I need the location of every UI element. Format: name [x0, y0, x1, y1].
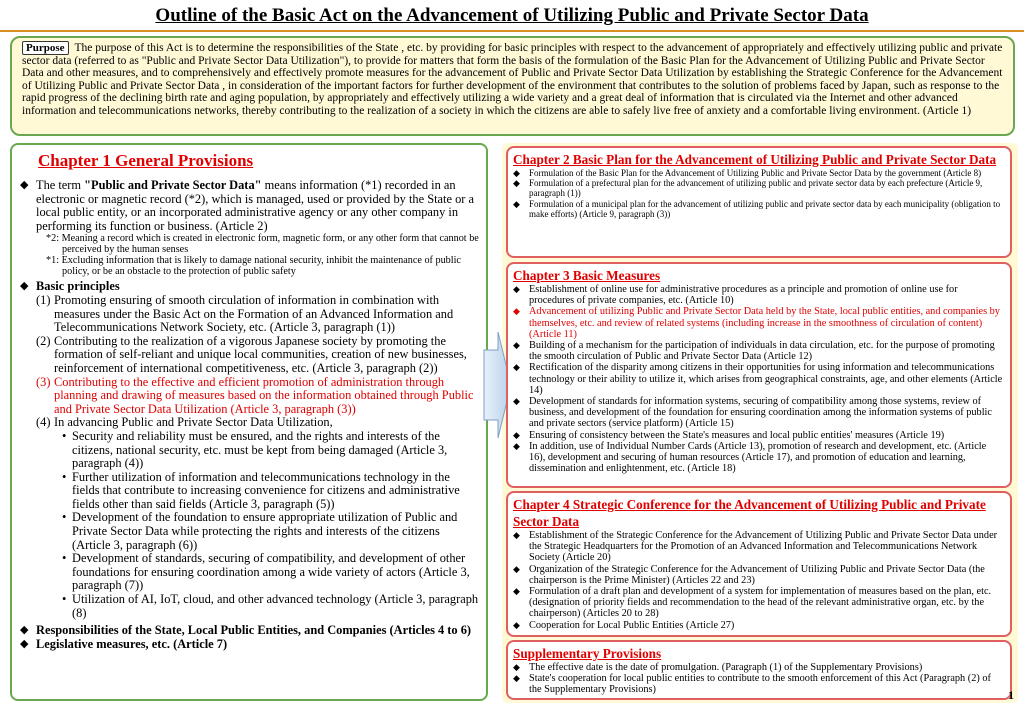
chapter-4-title: Chapter 4 Strategic Conference for the Advancement of Utilizing Public and Private Sector Data — [513, 497, 986, 529]
principle-3: (3) Contributing to the effective and efficient promotion of administration through planning and drawing of measures based on the information obtained through Public and Private Sector Data Utilization (Article 3, paragraph (3)) — [36, 374, 474, 416]
definition-item — [20, 179, 480, 233]
diamond-bullet-icon: ◆ — [20, 637, 29, 650]
definition-post: means information (*1) recorded in an electronic or magnetic record (*2), which is managed, used or provided by the State or a local public entity, or an incorporated administrative agency or any other company in performing its function or business. (Article 2) — [36, 178, 474, 233]
supplementary-box — [506, 640, 1012, 700]
list-item: ◆ Organization of the Strategic Conference for the Advancement of Utilizing Public and Private Sector Data (the chairperson is the Prime Minister) (Articles 22 and 23) — [513, 563, 985, 586]
chapter-3-box — [506, 262, 1012, 488]
chapter-1-box — [10, 143, 488, 701]
chapter-1-title: Chapter 1 General Provisions — [38, 151, 254, 170]
diamond-bullet-icon: ◆ — [513, 673, 520, 684]
list-item: ◆ Formulation of the Basic Plan for the Advancement of Utilizing Public and Private Sector Data by the government (Article 8) — [513, 168, 982, 178]
purpose-text: The purpose of this Act is to determine the responsibilities of the State , etc. by providing for basic principles with respect to the advancement of appropriately and effectively utilizing public and private sector data (referred to as "Public and Private Sector Data Utilization"), to provide for matters that form the basis of the formulation of the Basic Plan for the Advancement of Utilizing Public and Private Sector Data and other measures, and to comprehensively and effectively promote measures for the advancement of Public and Private Sector Data Utilization by establishing the Strategic Conference for the Advancement of Utilizing Public and Private Sector Data , in consideration of the important factors for further development of the environment that contributes to the solution of problems faced by Japan, such as response to the rapid progress of the declining birth rate and aging population, by appropriately and effectively utilizing a wide variety and a great deal of information that is circulated via the Internet and other advanced information and telecommunications networks, thereby contributing to the realization of a society in which the citizens are able to safely live free of anxiety and a comfortable living environment. (Article 1) — [22, 42, 1003, 117]
diamond-bullet-icon: ◆ — [20, 624, 29, 637]
chapter-2-title: Chapter 2 Basic Plan for the Advancement of Utilizing Public and Private Sector Data — [513, 152, 997, 167]
definition-pre: The term — [36, 178, 85, 192]
legislative-item: ◆ Legislative measures, etc. (Article 7) — [20, 636, 228, 651]
note-2: *2: Meaning a record which is created in electronic form, magnetic form, or any other form that cannot be perceived by the human senses — [46, 233, 479, 256]
principle-2: (2) Contributing to the realization of a vigorous Japanese society by promoting the formation of self-reliant and unique local communities, creation of new businesses, reinforcement of international competitiveness, etc. (Article 3, paragraph (2)) — [36, 333, 467, 375]
diamond-bullet-icon: ◆ — [513, 662, 520, 672]
note-1: *1: Excluding information that is likely to damage national security, inhibit the maintenance of public policy, or be an obstacle to the protection of public safety — [46, 255, 461, 278]
diamond-bullet-icon: ◆ — [20, 179, 29, 191]
diamond-bullet-icon: ◆ — [513, 396, 520, 407]
list-item: ◆ Formulation of a municipal plan for the advancement of utilizing public and private sector data by each municipality (obligation to make efforts) (Article 9, paragraph (3)) — [513, 198, 1001, 219]
list-item: ◆ Development of standards for information systems, securing of compatibility among those systems, review of business, and development of the foundation for ensuring coordination among the information systems of public and private sectors (service platform) (Article 15) — [513, 396, 992, 430]
principle-4-sub-2: • Further utilization of information and telecommunications technology in the fields that contribute to increasing convenience for citizens and administrative fields other than said fields (Article 3, paragraph (5)) — [62, 469, 460, 511]
principle-1: (1) Promoting ensuring of smooth circulation of information in combination with measures under the Basic Act on the Formation of an Advanced Information and Telecommunications Network Society, etc. (Article 3, paragraph (1)) — [36, 292, 454, 335]
diamond-bullet-icon: ◆ — [513, 362, 520, 373]
diamond-bullet-icon: ◆ — [513, 178, 520, 189]
list-item: ◆ Formulation of a prefectural plan for the advancement of utilizing public and private sector data by each prefecture (Article 9, paragraph (1)) — [513, 178, 983, 199]
list-item: ◆ Rectification of the disparity among citizens in their opportunities for using information and telecommunications technology or their ability to utilize it, which arises from geographical constraints, age, and other elements (Article 14) — [513, 362, 1003, 396]
diamond-bullet-icon: ◆ — [513, 284, 520, 294]
diamond-bullet-icon: ◆ — [513, 429, 520, 440]
diamond-bullet-icon: ◆ — [513, 619, 520, 630]
diamond-bullet-icon: ◆ — [513, 168, 520, 178]
list-item: ◆ Building of a mechanism for the participation of individuals in data circulation, etc. for the purpose of promoting the smooth circulation of Public and Private Sector Data (Article 12) — [513, 340, 995, 363]
page-number: 1 — [1008, 688, 1014, 702]
diamond-bullet-icon: ◆ — [513, 440, 520, 451]
principle-4-sub-3: • Development of the foundation to ensure appropriate utilization of Public and Private Sector Data while protecting the rights and interests of the citizens (Article 3, paragraph (6)) — [62, 510, 458, 552]
principle-4-sub-1: • Security and reliability must be ensured, and the rights and interests of the citizens, national security, etc. must be kept from being damaged (Article 3, paragraph (4)) — [62, 428, 448, 471]
list-item: ◆ The effective date is the date of promulgation. (Paragraph (1) of the Supplementary Provisions) — [513, 662, 923, 673]
diamond-bullet-icon: ◆ — [513, 586, 520, 597]
list-item: ◆ Cooperation for Local Public Entities (Article 27) — [513, 619, 735, 631]
purpose-label: Purpose — [22, 41, 69, 55]
list-item: ◆ Establishment of the Strategic Conference for the Advancement of Utilizing Public and Private Sector Data under the Strategic Headquarters for the Promotion of an Advanced Information and Telecommunications Network Society (Article 20) — [513, 530, 998, 564]
list-item: ◆ In addition, use of Individual Number Cards (Article 13), promotion of research and development, etc. (Article 16), development and securing of human resources (Article 17), and promotion of education and learning, dissemination and enlightenment, etc. (Article 18) — [513, 440, 987, 475]
principle-4-sub-5: • Utilization of AI, IoT, cloud, and other advanced technology (Article 3, paragraph (8) — [62, 592, 479, 620]
diamond-bullet-icon: ◆ — [513, 306, 520, 317]
diamond-bullet-icon: ◆ — [20, 280, 29, 293]
list-item: ◆ Establishment of online use for administrative procedures as a principle and promotion of online use for procedures of private companies, etc. (Article 10) — [513, 284, 958, 307]
responsibilities-item: ◆ Responsibilities of the State, Local Public Entities, and Companies (Articles 4 to 6) — [20, 623, 472, 638]
principle-4-sub-4: • Development of standards, securing of compatibility, and development of other foundations for ensuring coordination among a wide variety of actors (Article 3, paragraph (7)) — [62, 551, 470, 593]
principle-4: (4) In advancing Public and Private Sector Data Utilization, — [36, 415, 333, 430]
supplementary-title: Supplementary Provisions — [513, 646, 662, 661]
purpose-box — [10, 36, 1015, 136]
list-item-highlighted: ◆ Advancement of utilizing Public and Private Sector Data held by the State, local public entities, and companies by themselves, etc. and review of related systems (including increase in the smoothness of circulation of content) (Article 11) — [513, 306, 1000, 340]
principles-heading: ◆ Basic principles — [20, 279, 120, 294]
diamond-bullet-icon: ◆ — [513, 563, 520, 574]
list-item: ◆ Ensuring of consistency between the State's measures and local public entities' measures (Article 19) — [513, 429, 945, 441]
list-item: ◆ Formulation of a draft plan and development of a system for implementation of measures based on the plan, etc. (designation of priority fields and recommendation to the head of the relevant administrative organ, etc. by the chairperson) (Articles 20 to 28) — [513, 586, 992, 620]
defined-term: "Public and Private Sector Data" — [84, 178, 262, 192]
title-divider — [0, 30, 1024, 32]
diamond-bullet-icon: ◆ — [513, 530, 520, 540]
chapter-2-box — [506, 146, 1012, 258]
page-title: Outline of the Basic Act on the Advancement of Utilizing Public and Private Sector Data — [155, 5, 869, 26]
chapter-4-box — [506, 491, 1012, 637]
diamond-bullet-icon: ◆ — [513, 198, 520, 209]
chapter-3-title: Chapter 3 Basic Measures — [513, 268, 661, 283]
diamond-bullet-icon: ◆ — [513, 340, 520, 351]
list-item: ◆ State's cooperation for local public entities to contribute to the smooth enforcement of this Act (Paragraph (2) of the Supplementary Provisions) — [513, 673, 991, 696]
